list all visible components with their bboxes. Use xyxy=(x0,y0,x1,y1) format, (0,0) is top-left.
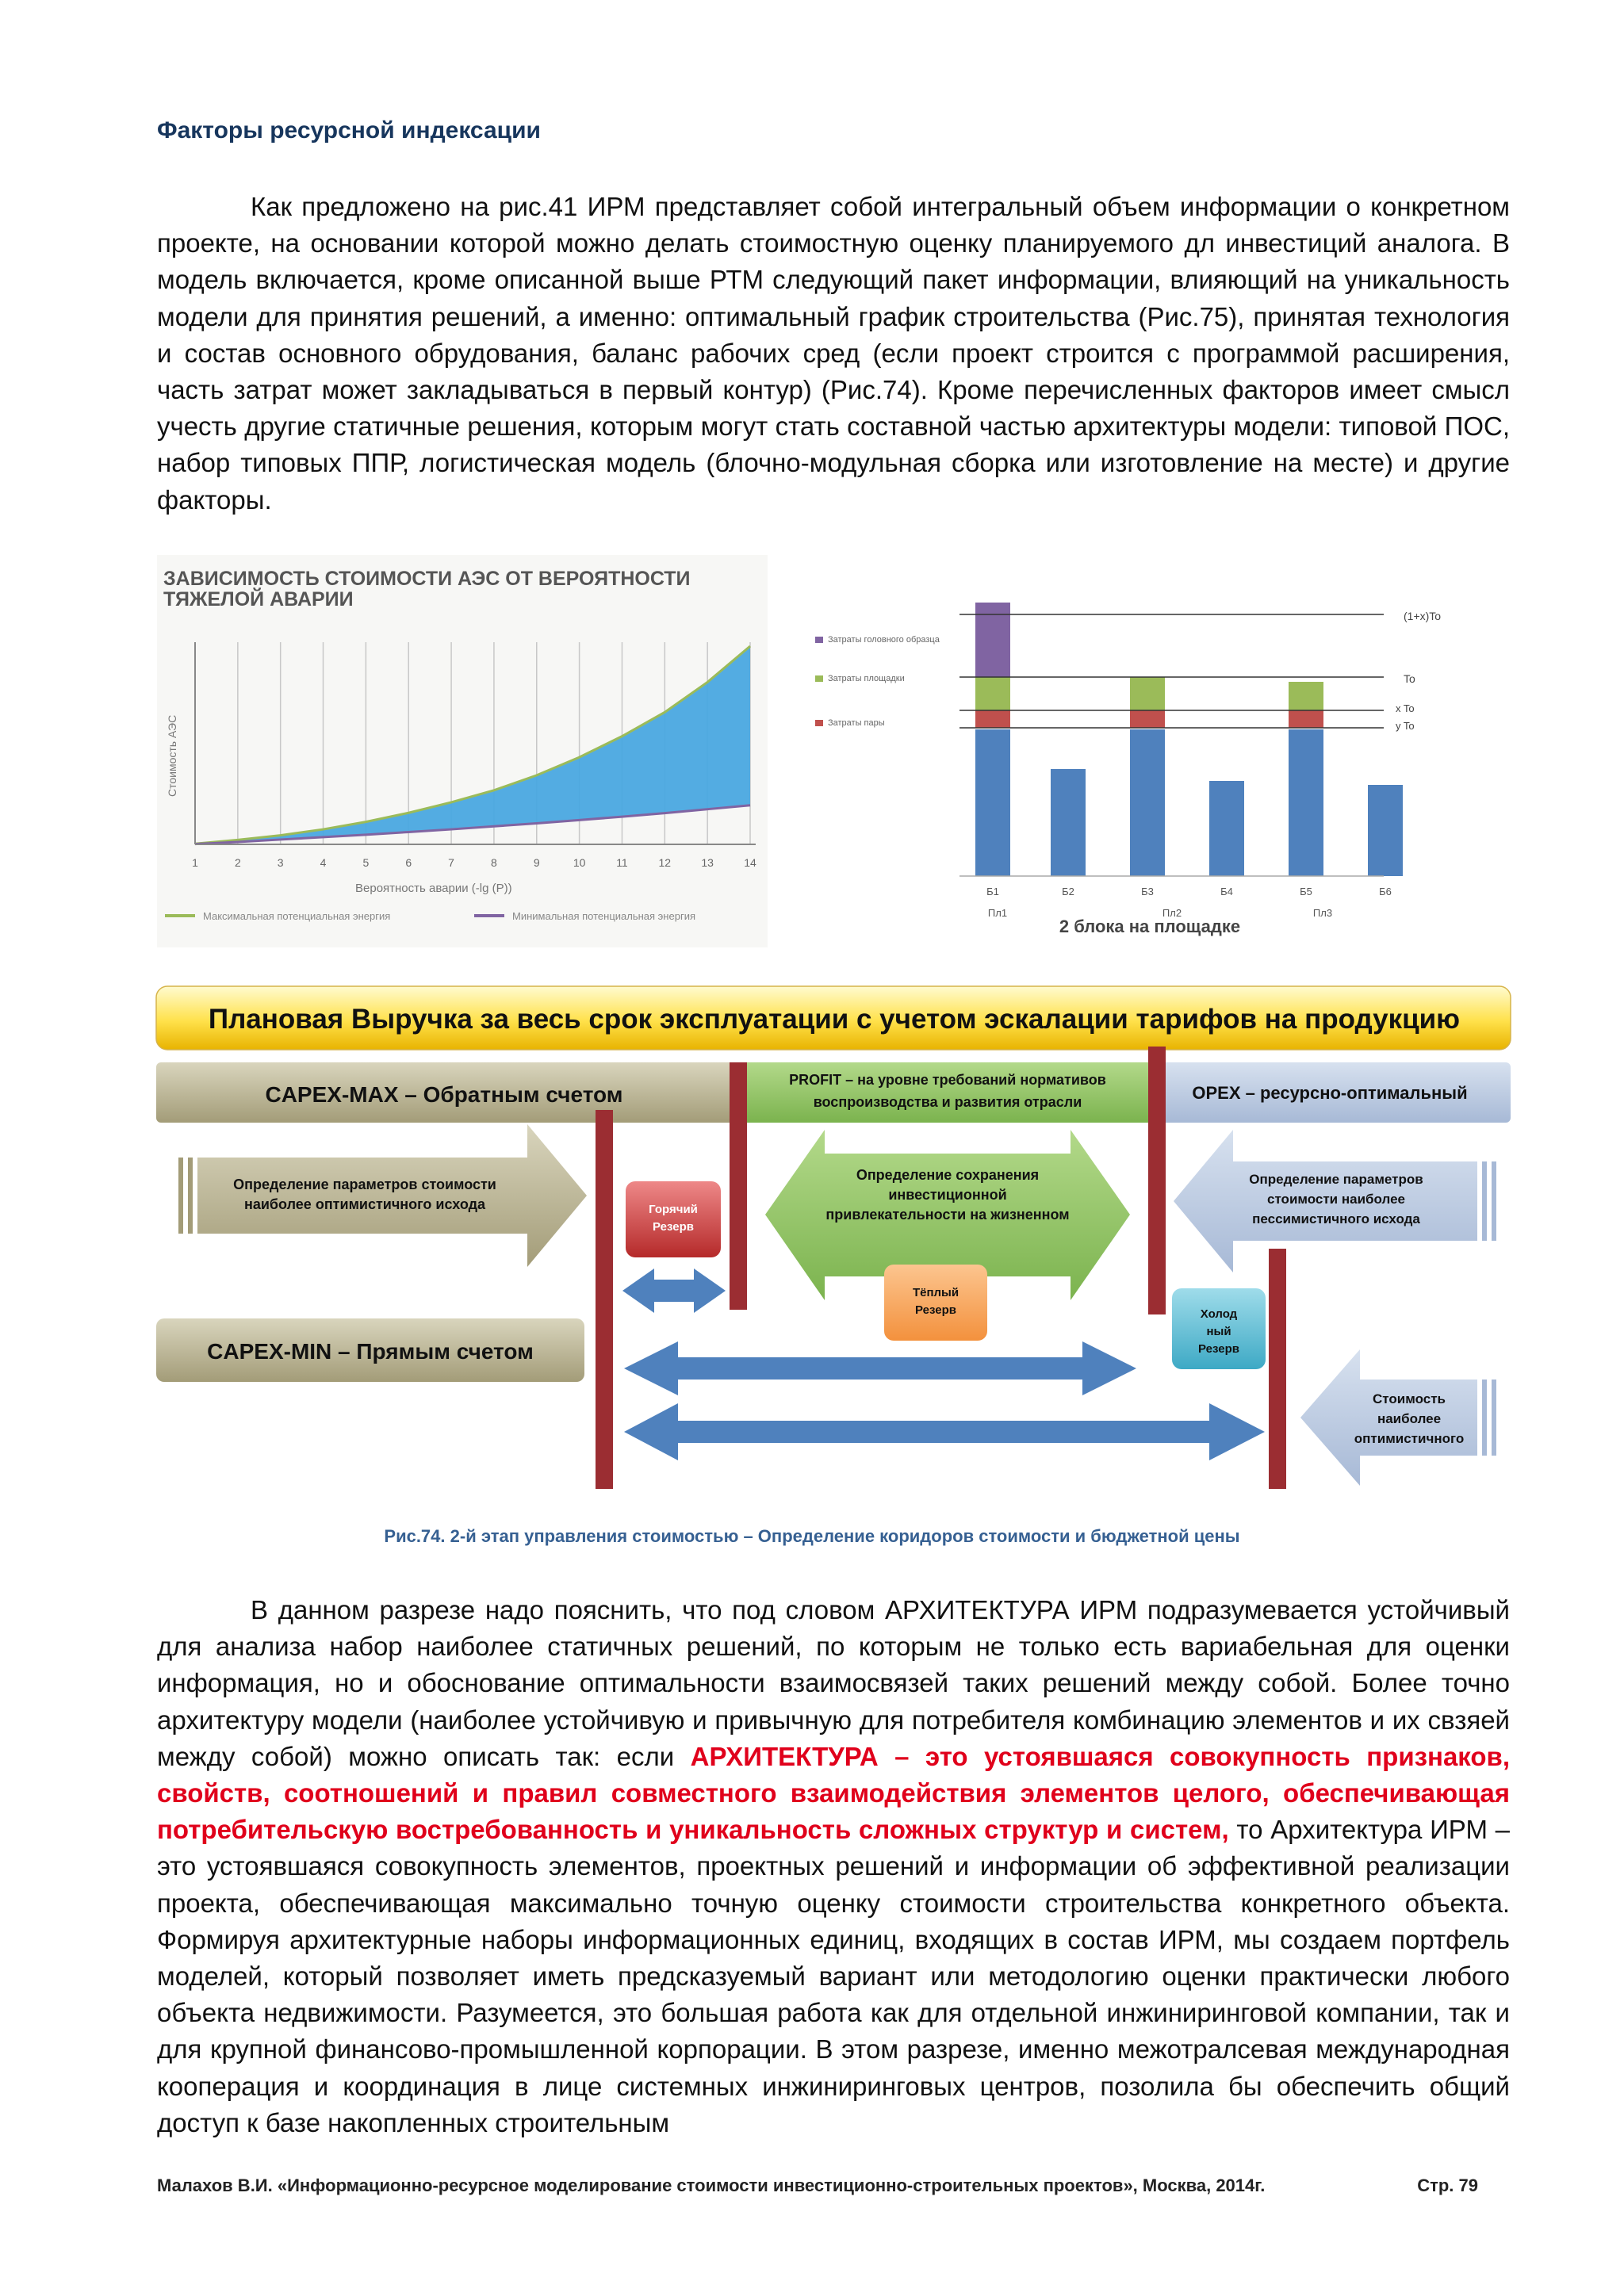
x-tick-label: 14 xyxy=(744,856,756,869)
line-label-xTo: x To xyxy=(1396,702,1415,714)
x-tick-label: 13 xyxy=(701,856,714,869)
capex-min-label: CAPEX-MIN – Прямым счетом xyxy=(207,1339,534,1364)
legend-max: Максимальная потенциальная энергия xyxy=(203,910,391,922)
paragraph-architecture xyxy=(157,1592,1510,2141)
footer-citation: Малахов В.И. «Информационно-ресурсное моделирование стоимости инвестиционно-строительных проектов», Москва, 2014г. xyxy=(157,2175,1266,2195)
x-axis-label: Вероятность аварии (-lg (P)) xyxy=(355,882,512,895)
line-label-yTo: y To xyxy=(1396,720,1415,732)
arrow-full-range xyxy=(624,1403,1265,1460)
pole-profit-right xyxy=(1148,1047,1166,1314)
x-tick-label: 5 xyxy=(362,856,370,869)
arrow-mid-line3: привлекательности на жизненном xyxy=(825,1207,1070,1223)
legend-site-label: Затраты площадки xyxy=(828,674,905,683)
bar-segment-pair xyxy=(1130,710,1165,728)
line-label-To: To xyxy=(1404,672,1415,685)
legend-pair-label: Затраты пары xyxy=(828,718,885,728)
warm-reserve-line2: Резерв xyxy=(915,1303,956,1317)
cost-corridor-diagram xyxy=(155,983,1515,1510)
bar-base xyxy=(975,729,1010,876)
line-label-1xTo: (1+x)To xyxy=(1404,610,1442,622)
bar-segment-pair xyxy=(1289,710,1323,728)
figure-caption: Рис.74. 2-й этап управления стоимостью – Определение коридоров стоимости и бюджетной цены xyxy=(384,1526,1240,1546)
x-tick-label: 2 xyxy=(234,856,241,869)
arrow-mid-line2: инвестиционной xyxy=(888,1187,1007,1203)
bar-base xyxy=(1130,729,1165,876)
legend-pair xyxy=(815,720,823,726)
site-cost-bar-chart xyxy=(801,603,1451,955)
x-tick-label: 8 xyxy=(491,856,497,869)
pole-capex-max xyxy=(596,1110,613,1489)
arrow-hot-reserve-range xyxy=(622,1269,726,1313)
category-label: Б4 xyxy=(1220,886,1233,897)
x-tick-label: 4 xyxy=(320,856,327,869)
page-footer xyxy=(157,2175,1510,2196)
chart-title-line1: ЗАВИСИМОСТЬ СТОИМОСТИ АЭС ОТ ВЕРОЯТНОСТИ xyxy=(163,568,691,590)
revenue-banner-text: Плановая Выручка за весь срок эксплуатации с учетом эскалации тарифов на продукцию xyxy=(208,1004,1461,1035)
x-tick-label: 7 xyxy=(448,856,454,869)
x-tick-label: 10 xyxy=(573,856,586,869)
nuclear-cost-chart xyxy=(157,555,768,947)
capex-max-label: CAPEX-MAX – Обратным счетом xyxy=(265,1082,623,1107)
profit-label-line1: PROFIT – на уровне требований нормативов xyxy=(789,1072,1106,1088)
bar-segment-pair xyxy=(975,710,1010,728)
x-tick-label: 9 xyxy=(533,856,540,869)
arrow-optimistic-line2: наиболее оптимистичного исхода xyxy=(243,1196,486,1212)
cost-optimistic-line3: оптимистичного xyxy=(1354,1431,1465,1446)
arrow-optimistic-params xyxy=(178,1124,587,1267)
bar-segment-site xyxy=(1130,677,1165,710)
opex-label: OPEX – ресурсно-оптимальный xyxy=(1192,1083,1468,1103)
x-tick-label: 11 xyxy=(616,856,628,869)
arrow-pessimistic-line3: пессимистичного исхода xyxy=(1252,1211,1420,1226)
arrow-capex-min-range xyxy=(624,1341,1136,1395)
bar-segment-head xyxy=(975,603,1010,677)
paragraph-architecture-part2: то Архитектура ИРМ – это устоявшаяся совокупность элементов, проектных решений и информации об эффективной реализации проекта, обеспечивающая максимально точную оценку стоимости строительства конкретного объекта. Формируя архитектурные наборы информационных единиц, входящих в состав ИРМ, мы создаем портфель моделей, который позволяет иметь предсказуемый вариант или методологию оценки практически любого объекта недвижимости. Разумеется, это большая работа как для отдельной инжиниринговой компании, так и для крупной финансово-промышленной корпорации. В этом разрезе, именно межотралсевая международная кооперация и координация в лице системных инжиниринговых центров, позолила бы обеспечить общий доступ к базе накопленных строительным xyxy=(157,1815,1511,2137)
cost-optimistic-line2: наиболее xyxy=(1377,1411,1442,1426)
legend-head-label: Затраты головного образца xyxy=(828,635,940,645)
bar-base xyxy=(1051,769,1086,876)
pole-profit-left xyxy=(730,1062,747,1310)
group-label-3: Пл3 xyxy=(1312,907,1333,919)
y-axis-label: Стоимость АЭС xyxy=(166,714,178,797)
cold-reserve-line2: ный xyxy=(1206,1325,1231,1338)
chart-title-line2: ТЯЖЕЛОЙ АВАРИИ xyxy=(163,588,354,610)
architecture-definition: АРХИТЕКТУРА – это устоявшаяся совокупность признаков, свойств, соотношений и правил совместного взаимодействия элементов целого, обеспечивающая потребительскую востребованность и уникальность сложных структур и систем, xyxy=(157,1741,1510,1845)
x-axis-label-blocks: 2 блока на площадке xyxy=(1059,916,1241,936)
legend-head xyxy=(815,637,823,643)
category-label: Б6 xyxy=(1379,886,1392,897)
legend-min: Минимальная потенциальная энергия xyxy=(512,910,695,922)
x-tick-label: 12 xyxy=(658,856,672,869)
cold-reserve-line1: Холод xyxy=(1200,1307,1238,1321)
bar-segment-site xyxy=(1289,682,1323,710)
warm-reserve-box xyxy=(884,1265,987,1341)
group-label-1: Пл1 xyxy=(987,907,1008,919)
pole-capex-min xyxy=(1269,1249,1286,1489)
legend-site xyxy=(815,675,823,682)
profit-label-line2: воспроизводства и развития отрасли xyxy=(813,1094,1082,1110)
category-label: Б3 xyxy=(1141,886,1154,897)
hot-reserve-box xyxy=(626,1181,721,1257)
paragraph-intro-text: Как предложено на рис.41 ИРМ представляет собой интегральный объем информации о конкретном проекте, на основании которой можно делать стоимостную оценку планируемого дл инвестиций аналога. В модель включается, кроме описанной выше РТМ следующий пакет информации, влияющий на уникальность модели для принятия решений, а именно: оптимальный график строительства (Рис.75), принятая технология и состав основного обрудования, баланс рабочих сред (если проект строится с программой расширения, часть затрат может закладываться в первый контур) (Рис.74). Кроме перечисленных факторов имеет смысл учесть другие статичные решения, которым могут стать составной частью архитектуры модели: типовой ПОС, набор типовых ППР, логистическая модель (блочно-модульная сборка или изготовление на месте) и другие факторы. xyxy=(157,192,1510,515)
hot-reserve-line1: Горячий xyxy=(649,1203,698,1216)
page-number: Стр. 79 xyxy=(1417,2175,1478,2195)
category-label: Б5 xyxy=(1300,886,1312,897)
category-label: Б1 xyxy=(986,886,999,897)
category-label: Б2 xyxy=(1062,886,1074,897)
bar-base xyxy=(1368,785,1403,876)
paragraph-intro xyxy=(157,189,1510,519)
x-tick-label: 1 xyxy=(192,856,198,869)
arrow-pessimistic-line2: стоимости наиболее xyxy=(1267,1192,1405,1207)
x-tick-label: 3 xyxy=(277,856,284,869)
arrow-pessimistic-line1: Определение параметров xyxy=(1249,1172,1423,1187)
cost-optimistic-line1: Стоимость xyxy=(1373,1391,1446,1406)
hot-reserve-line2: Резерв xyxy=(653,1220,694,1234)
bar-segment-site xyxy=(975,677,1010,710)
x-tick-label: 6 xyxy=(405,856,412,869)
arrow-mid-line1: Определение сохранения xyxy=(856,1167,1040,1183)
bar-base xyxy=(1289,729,1323,876)
warm-reserve-line1: Тёплый xyxy=(912,1286,959,1299)
group-label-2: Пл2 xyxy=(1162,907,1182,919)
bar-base xyxy=(1209,781,1244,876)
cold-reserve-line3: Резерв xyxy=(1198,1342,1239,1356)
arrow-optimistic-line1: Определение параметров стоимости xyxy=(233,1177,496,1192)
section-heading: Факторы ресурсной индексации xyxy=(157,117,541,144)
paragraph-architecture-part1: В данном разрезе надо пояснить, что под словом АРХИТЕКТУРА ИРМ подразумевается устойчивый для анализа набор наиболее статичных решений, по которым не только есть вариабельная для оценки информация, но и обоснование оптимальности взаимосвязей таких решений между собой. Более точно архитектуру модели (наиболее устойчивую и привычную для потребителя комбинацию элементов и их свзяей между собой) можно описать так: если xyxy=(157,1595,1510,1771)
